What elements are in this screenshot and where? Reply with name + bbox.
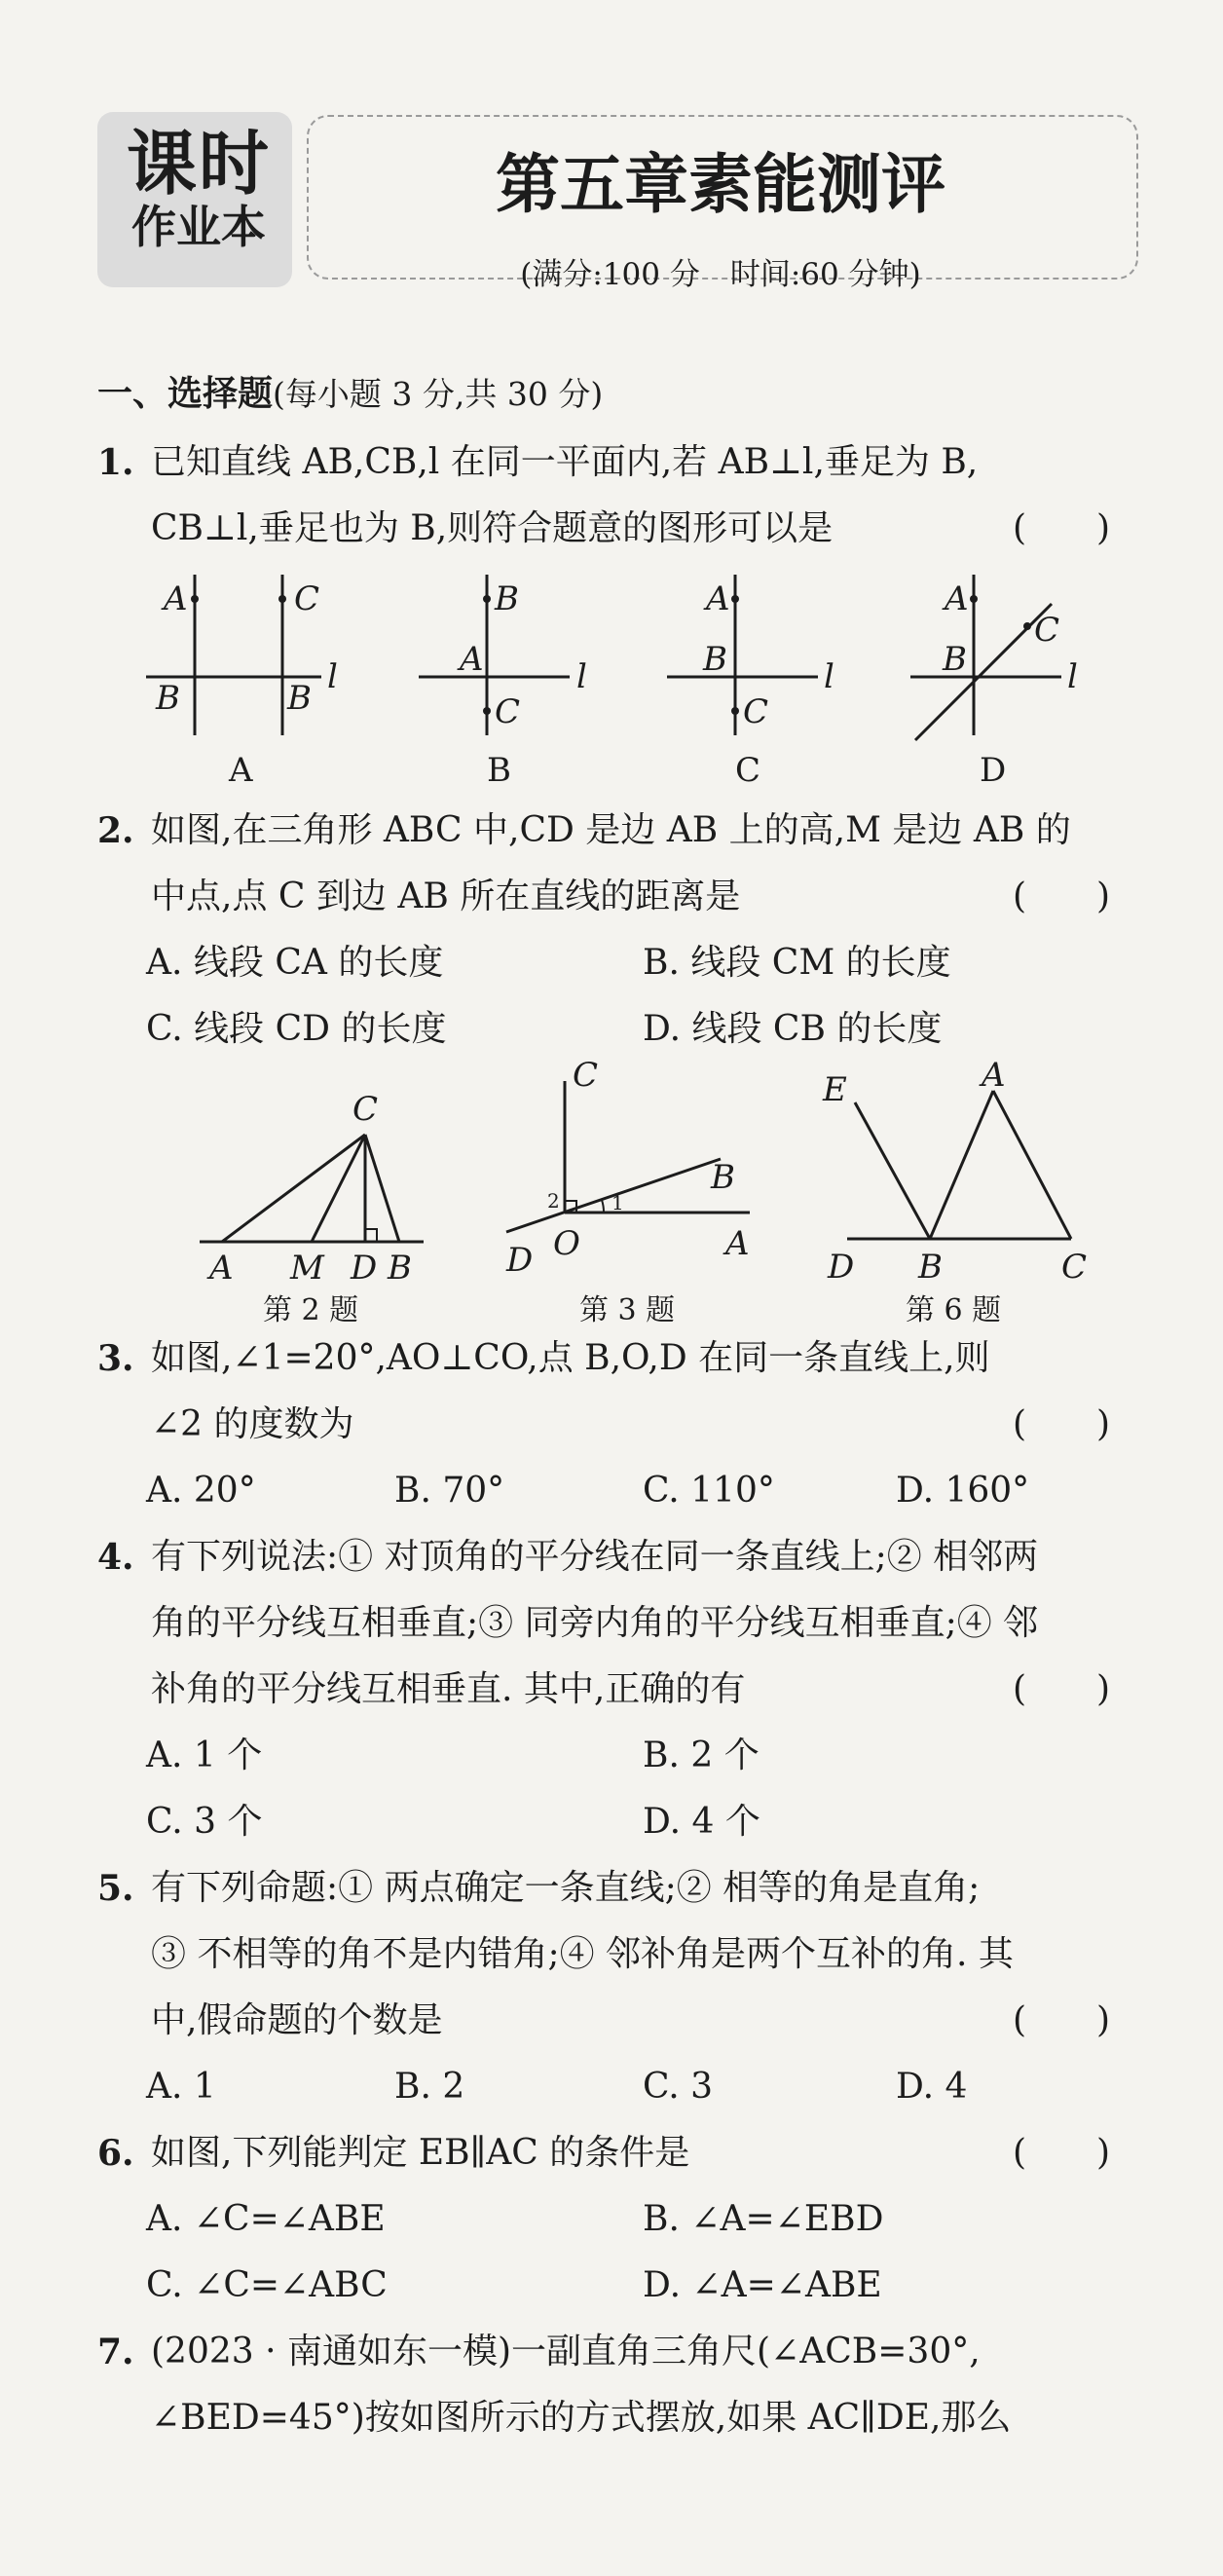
fig1d-label-B: B [943, 640, 967, 679]
fig3-label-C: C [573, 1062, 599, 1095]
fig1c-label-C: C [743, 692, 769, 731]
fig1c-label-A: A [706, 579, 730, 618]
section-heading [97, 372, 603, 417]
question-7-number: 7. [97, 2332, 134, 2372]
question-3-option-a: A. 20° [146, 1471, 256, 1511]
fig2-label-A: A [209, 1249, 234, 1288]
question-5-option-c: C. 3 [643, 2067, 714, 2107]
section-note: (每小题 3 分,共 30 分) [273, 375, 604, 413]
page-title: 第五章素能测评 [496, 147, 945, 222]
fig3-label-A: A [725, 1224, 750, 1263]
question-4-number: 4. [97, 1537, 134, 1578]
fig1a-label-B2: B [287, 679, 312, 718]
question-2-line-1: 如图,在三角形 ABC 中,CD 是边 AB 上的高,M 是边 AB 的 [151, 810, 1071, 850]
fig1a-caption: A [229, 751, 253, 790]
fig1a-label-C: C [294, 579, 320, 618]
question-5-option-d: D. 4 [896, 2067, 968, 2107]
fig2-caption: 第 2 题 [263, 1293, 359, 1327]
fig6-label-D: D [828, 1248, 855, 1287]
question-2-option-c: C. 线段 CD 的长度 [146, 1009, 447, 1049]
fig1b-label-l: l [576, 657, 587, 696]
fig2-label-D: D [351, 1249, 378, 1288]
section-title: 一、选择题 [97, 374, 274, 414]
fig3-angle-2: 2 [547, 1189, 560, 1213]
fig1d-label-A: A [945, 579, 969, 618]
question-6-option-d: D. ∠A=∠ABE [643, 2265, 882, 2305]
question-5-number: 5. [97, 1868, 134, 1909]
fig6-label-E: E [823, 1070, 847, 1109]
question-6-line-1: 如图,下列能判定 EB∥AC 的条件是 [151, 2133, 690, 2173]
fig1b-caption: B [487, 751, 511, 790]
question-4-line-1: 有下列说法:① 对顶角的平分线在同一条直线上;② 相邻两 [151, 1537, 1039, 1577]
fig1b-label-A: A [460, 640, 484, 679]
question-2-option-a: A. 线段 CA 的长度 [146, 943, 444, 983]
question-1-number: 1. [97, 442, 134, 483]
question-2-option-d: D. 线段 CB 的长度 [643, 1009, 943, 1049]
fig1d-caption: D [980, 751, 1007, 790]
fig1b-label-C: C [495, 692, 521, 731]
question-3-answer-blank: ( ) [1013, 1404, 1111, 1444]
fig6-label-A: A [982, 1062, 1006, 1095]
question-5-line-3: 中,假命题的个数是 [151, 2000, 443, 2040]
fig1c-label-B: B [703, 640, 727, 679]
question-1-line-1: 已知直线 AB,CB,l 在同一平面内,若 AB⊥l,垂足为 B, [151, 442, 979, 482]
logo-text-top: 课时 [127, 123, 272, 205]
question-4-option-d: D. 4 个 [643, 1802, 760, 1842]
question-1-answer-blank: ( ) [1013, 508, 1111, 548]
figures-row [0, 1062, 1223, 1334]
question-5-line-1: 有下列命题:① 两点确定一条直线;② 相等的角是直角; [151, 1868, 981, 1908]
fig1c-label-l: l [824, 657, 834, 696]
question-5-option-b: B. 2 [394, 2067, 465, 2107]
question-4-option-b: B. 2 个 [643, 1736, 760, 1775]
question-6-option-b: B. ∠A=∠EBD [643, 2199, 884, 2239]
fig6-label-C: C [1061, 1248, 1088, 1287]
fig6-label-B: B [918, 1248, 943, 1287]
fig6-caption: 第 6 题 [906, 1293, 1002, 1327]
question-4-answer-blank: ( ) [1013, 1669, 1111, 1709]
question-3-line-2: ∠2 的度数为 [151, 1404, 354, 1444]
question-3-option-b: B. 70° [394, 1471, 505, 1511]
question-1-line-2: CB⊥l,垂足也为 B,则符合题意的图形可以是 [151, 508, 834, 548]
fig1c-caption: C [735, 751, 761, 790]
question-6-option-c: C. ∠C=∠ABC [146, 2265, 388, 2305]
fig1d-label-l: l [1067, 657, 1078, 696]
question-3-option-d: D. 160° [896, 1471, 1030, 1511]
question-3-option-c: C. 110° [643, 1471, 775, 1511]
fig1a-label-l: l [327, 657, 338, 696]
fig2-label-B: B [388, 1249, 412, 1288]
logo-text-bottom: 作业本 [131, 201, 266, 253]
fig1a-label-A: A [164, 579, 188, 618]
fig2-label-M: M [290, 1249, 324, 1288]
fig3-caption: 第 3 题 [579, 1293, 676, 1327]
fig1b-label-B: B [495, 579, 519, 618]
question-4-option-a: A. 1 个 [146, 1736, 263, 1775]
question-6-option-a: A. ∠C=∠ABE [146, 2199, 386, 2239]
fig3-label-O: O [553, 1224, 580, 1263]
question-4-option-c: C. 3 个 [146, 1802, 263, 1842]
question-3-line-1: 如图,∠1=20°,AO⊥CO,点 B,O,D 在同一条直线上,则 [151, 1338, 990, 1378]
question-7-line-1: (2023 · 南通如东一模)一副直角三角尺(∠ACB=30°, [151, 2332, 981, 2371]
fig3-label-D: D [506, 1241, 534, 1280]
question-2-answer-blank: ( ) [1013, 877, 1111, 916]
question-6-answer-blank: ( ) [1013, 2133, 1111, 2173]
fig1d-label-C: C [1034, 611, 1060, 650]
question-6-number: 6. [97, 2133, 134, 2174]
question-5-option-a: A. 1 [146, 2067, 216, 2107]
question-3-number: 3. [97, 1338, 134, 1379]
fig3-label-B: B [711, 1158, 735, 1197]
fig2-label-C: C [352, 1090, 379, 1129]
question-2-option-b: B. 线段 CM 的长度 [643, 943, 951, 983]
question-4-line-3: 补角的平分线互相垂直. 其中,正确的有 [151, 1669, 746, 1709]
question-7-line-2: ∠BED=45°)按如图所示的方式摆放,如果 AC∥DE,那么 [151, 2398, 1012, 2438]
question-5-line-2: ③ 不相等的角不是内错角;④ 邻补角是两个互补的角. 其 [151, 1934, 1014, 1974]
fig1a-label-B1: B [156, 679, 180, 718]
fig3-angle-1: 1 [612, 1191, 624, 1214]
question-1-figures [0, 555, 1223, 799]
question-2-line-2: 中点,点 C 到边 AB 所在直线的距离是 [151, 877, 741, 916]
question-5-answer-blank: ( ) [1013, 2000, 1111, 2040]
page-subtitle: (满分:100 分 时间:60 分钟) [520, 257, 921, 292]
question-2-number: 2. [97, 810, 134, 851]
question-4-line-2: 角的平分线互相垂直;③ 同旁内角的平分线互相垂直;④ 邻 [151, 1603, 1039, 1643]
